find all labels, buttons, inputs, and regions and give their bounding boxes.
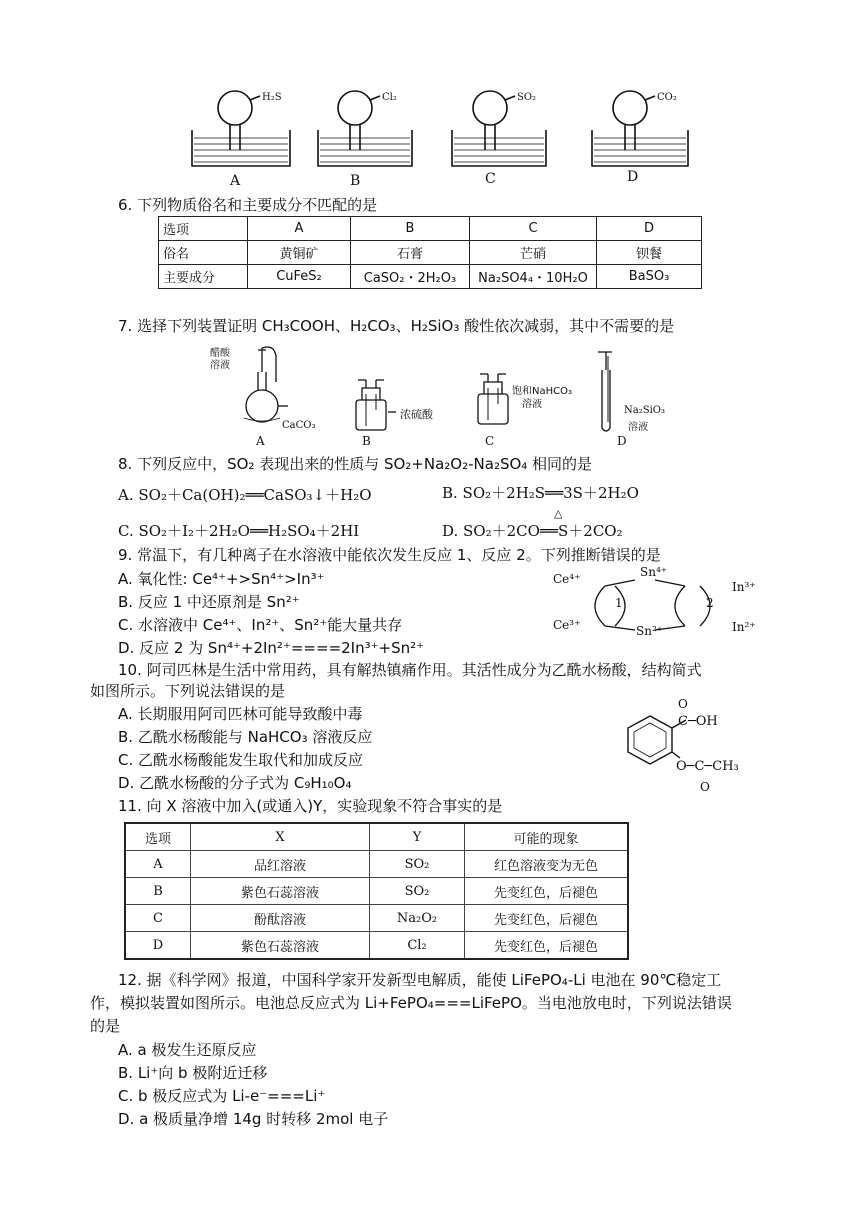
q6-row-header bbox=[159, 217, 702, 241]
q12-option-c: C. b 极反应式为 Li-e⁻===Li⁺ bbox=[118, 1087, 326, 1105]
q11-header-cell: X bbox=[191, 823, 370, 851]
q7-a-top2: 溶液 bbox=[210, 360, 230, 371]
q11-cell: 先变红色，后褪色 bbox=[465, 932, 629, 960]
q6-cell: BaSO₃ bbox=[597, 265, 702, 289]
q11-cell: 紫色石蕊溶液 bbox=[191, 932, 370, 960]
q6-cell: 主要成分 bbox=[159, 265, 248, 289]
q10-o-bottom: O bbox=[700, 780, 710, 794]
fig5-label-c: C bbox=[485, 171, 496, 187]
q10-stem-2: 如图所示。下列说法错误的是 bbox=[90, 682, 286, 700]
q11-cell: C bbox=[125, 905, 191, 932]
table-row bbox=[125, 851, 628, 878]
q12-option-d: D. a 极质量净增 14g 时转移 2mol 电子 bbox=[118, 1110, 389, 1128]
q6-cell: C bbox=[470, 217, 597, 241]
q6-cell: 钡餐 bbox=[597, 241, 702, 265]
q12-option-a: A. a 极发生还原反应 bbox=[118, 1041, 257, 1059]
q6-cell: 选项 bbox=[159, 217, 248, 241]
q7-d-side: Na₂SiO₃ bbox=[624, 405, 665, 416]
q9-sn2: Sn²⁺ bbox=[636, 624, 664, 638]
q11-cell: SO₂ bbox=[370, 878, 465, 905]
q6-cell: B bbox=[351, 217, 470, 241]
fig5-label-a: A bbox=[230, 173, 241, 189]
q7-b-side: 浓硫酸 bbox=[400, 408, 433, 421]
q11-header-cell: 可能的现象 bbox=[465, 823, 629, 851]
gas-c: SO₂ bbox=[517, 92, 537, 103]
q11-table bbox=[124, 822, 629, 960]
q6-stem: 6. 下列物质俗名和主要成分不匹配的是 bbox=[118, 196, 378, 214]
q10-stem-1: 10. 阿司匹林是生活中常用药，具有解热镇痛作用。其活性成分为乙酰水杨酸，结构简式 bbox=[118, 661, 702, 679]
q6-cell: CaSO₂・2H₂O₃ bbox=[351, 265, 470, 289]
flask-b bbox=[318, 91, 412, 166]
q8-option-d: D. SO₂＋2CO══S＋2CO₂ bbox=[442, 522, 623, 540]
q11-cell: Na₂O₂ bbox=[370, 905, 465, 932]
q9-reaction-1: 1 bbox=[615, 596, 623, 610]
q8-stem: 8. 下列反应中，SO₂ 表现出来的性质与 SO₂+Na₂O₂-Na₂SO₄ 相同的是 bbox=[118, 455, 593, 473]
q10-option-a: A. 长期服用阿司匹林可能导致酸中毒 bbox=[118, 705, 363, 723]
q6-row-name bbox=[159, 241, 702, 265]
gas-b: Cl₂ bbox=[382, 92, 397, 103]
table-row bbox=[125, 878, 628, 905]
q6-cell: 黄铜矿 bbox=[248, 241, 351, 265]
q9-stem: 9. 常温下，有几种离子在水溶液中能依次发生反应 1、反应 2。下列推断错误的是 bbox=[118, 546, 661, 564]
q9-ce4: Ce⁴⁺ bbox=[553, 572, 581, 586]
q11-cell: 先变红色，后褪色 bbox=[465, 878, 629, 905]
q7-c-side2: 溶液 bbox=[522, 399, 542, 410]
q8-option-a: A. SO₂＋Ca(OH)₂══CaSO₃↓＋H₂O bbox=[118, 486, 372, 504]
q7-a-top: 醋酸 bbox=[210, 348, 230, 359]
q10-cooh: C─OH bbox=[678, 714, 718, 729]
q11-header-cell: 选项 bbox=[125, 823, 191, 851]
q7-label-a: A bbox=[256, 434, 265, 448]
q11-cell: Cl₂ bbox=[370, 932, 465, 960]
q11-cell: 红色溶液变为无色 bbox=[465, 851, 629, 878]
q7-stem: 7. 选择下列装置证明 CH₃COOH、H₂CO₃、H₂SiO₃ 酸性依次减弱，其中不需要的是 bbox=[118, 317, 675, 335]
q6-cell: 芒硝 bbox=[470, 241, 597, 265]
q5-apparatus-figure bbox=[180, 88, 700, 192]
q9-sn4: Sn⁴⁺ bbox=[640, 565, 668, 579]
q9-reaction-2: 2 bbox=[706, 596, 714, 610]
q6-cell: A bbox=[248, 217, 351, 241]
q11-cell: B bbox=[125, 878, 191, 905]
q9-option-d: D. 反应 2 为 Sn⁴⁺+2In²⁺====2In³⁺+Sn²⁺ bbox=[118, 639, 425, 657]
q11-stem: 11. 向 X 溶液中加入(或通入)Y，实验现象不符合事实的是 bbox=[118, 797, 503, 815]
q11-cell: 酚酞溶液 bbox=[191, 905, 370, 932]
q10-acetyl: O─C─CH₃ bbox=[676, 759, 739, 774]
q6-cell: Na₂SO4₄・10H₂O bbox=[470, 265, 597, 289]
q9-option-c: C. 水溶液中 Ce⁴⁺、In²⁺、Sn²⁺能大量共存 bbox=[118, 616, 403, 634]
q11-cell: 先变红色，后褪色 bbox=[465, 905, 629, 932]
q10-option-d: D. 乙酰水杨酸的分子式为 C₉H₁₀O₄ bbox=[118, 774, 352, 792]
q10-o-top: O bbox=[678, 697, 688, 711]
q6-cell: 俗名 bbox=[159, 241, 248, 265]
q6-row-component bbox=[159, 265, 702, 289]
q12-stem-3: 的是 bbox=[90, 1017, 121, 1035]
q6-cell: D bbox=[597, 217, 702, 241]
gas-a: H₂S bbox=[262, 92, 282, 103]
q7-c-side: 饱和NaHCO₃ bbox=[512, 386, 572, 397]
table-row bbox=[125, 932, 628, 960]
q12-stem-1: 12. 据《科学网》报道，中国科学家开发新型电解质，能使 LiFePO₄-Li 电池在 90℃稳定工 bbox=[118, 971, 722, 989]
fig5-label-d: D bbox=[627, 169, 639, 185]
q6-table bbox=[158, 216, 702, 289]
q11-cell: D bbox=[125, 932, 191, 960]
q10-option-c: C. 乙酰水杨酸能发生取代和加成反应 bbox=[118, 751, 364, 769]
q7-d-side2: 溶液 bbox=[628, 422, 648, 433]
q9-ce3: Ce³⁺ bbox=[553, 618, 581, 632]
fig5-label-b: B bbox=[350, 173, 361, 189]
q6-cell: CuFeS₂ bbox=[248, 265, 351, 289]
q11-header-row bbox=[125, 823, 628, 851]
q6-cell: 石膏 bbox=[351, 241, 470, 265]
q11-header-cell: Y bbox=[370, 823, 465, 851]
q11-cell: 紫色石蕊溶液 bbox=[191, 878, 370, 905]
q10-option-b: B. 乙酰水杨酸能与 NaHCO₃ 溶液反应 bbox=[118, 728, 373, 746]
q9-option-b: B. 反应 1 中还原剂是 Sn²⁺ bbox=[118, 593, 300, 611]
q7-label-b: B bbox=[362, 434, 371, 448]
q7-a-side: CaCO₃ bbox=[282, 420, 316, 431]
q12-stem-2: 作，模拟装置如图所示。电池总反应式为 Li+FePO₄===LiFePO。当电池放电时，下列说法错误 bbox=[90, 994, 732, 1012]
q9-in3: In³⁺ bbox=[732, 580, 756, 594]
q7-label-d: D bbox=[617, 434, 627, 448]
q8-option-b: B. SO₂＋2H₂S══3S＋2H₂O bbox=[442, 484, 639, 502]
table-row bbox=[125, 905, 628, 932]
q7-label-c: C bbox=[485, 434, 495, 448]
q11-cell: SO₂ bbox=[370, 851, 465, 878]
q11-cell: 品红溶液 bbox=[191, 851, 370, 878]
q12-option-b: B. Li⁺向 b 极附近迁移 bbox=[118, 1064, 268, 1082]
q9-in2: In²⁺ bbox=[732, 620, 756, 634]
q9-option-a: A. 氧化性: Ce⁴⁺+>Sn⁴⁺>In³⁺ bbox=[118, 570, 325, 588]
q11-cell: A bbox=[125, 851, 191, 878]
q8-option-c: C. SO₂＋I₂＋2H₂O══H₂SO₄＋2HI bbox=[118, 522, 360, 540]
gas-d: CO₂ bbox=[657, 92, 677, 103]
q8-heat-symbol: △ bbox=[554, 507, 563, 520]
